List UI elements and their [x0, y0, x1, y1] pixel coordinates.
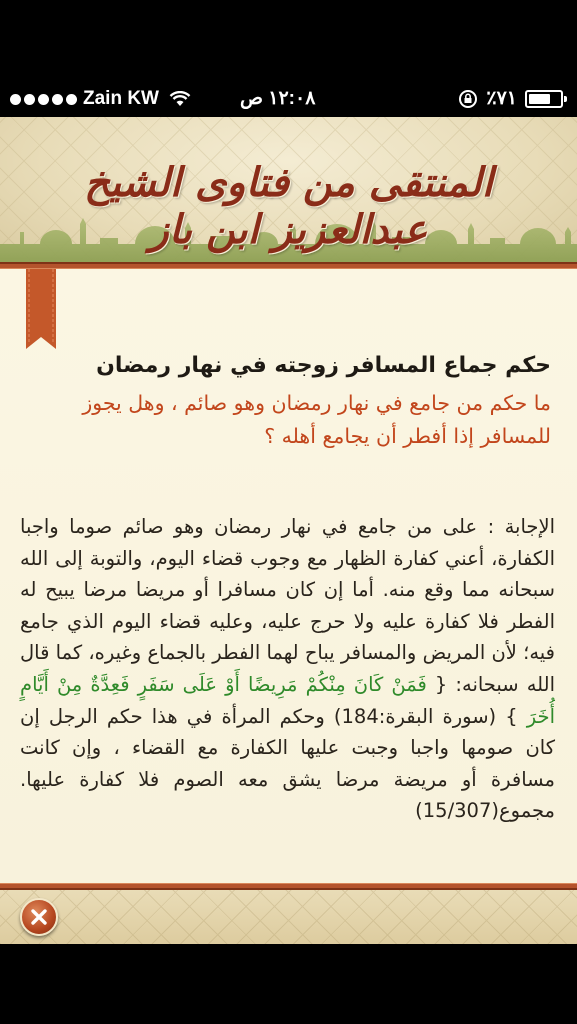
signal-dots-icon: [10, 94, 77, 105]
close-button[interactable]: [20, 898, 58, 936]
screen-top-bezel: [0, 0, 577, 80]
footer-pattern: [0, 890, 577, 944]
wifi-icon: [169, 91, 191, 107]
carrier-name: Zain KW: [83, 88, 159, 109]
battery-icon: [525, 90, 563, 108]
answer-part-1: الإجابة : على من جامع في نهار رمضان وهو صائم صوما واجبا الكفارة، أعني كفارة الظهار مع وجوب قضاء اليوم، والتوبة إلى الله سبحانه مما وقع منه. أما إن كان مسافرا أو مريضا مرضا يبيح له الفطر فلا كفارة عليه ولا حرج عليه، وعليه قضاء اليوم الذي جامع فيه؛ لأن المريض والمسافر يباح لهما الفطر بالجماع وغيره، كما قال الله سبحانه: {: [20, 515, 555, 696]
question-title: حكم جماع المسافر زوجته في نهار رمضان: [96, 353, 551, 378]
battery-percent: ٪٧١: [486, 88, 517, 109]
answer-text: [20, 511, 555, 827]
quran-verse: فَمَنْ كَانَ مِنْكُمْ مَرِيضًا أَوْ عَلَى سَفَرٍ فَعِدَّةٌ مِنْ أَيَّامٍ أُخَرَ: [20, 672, 555, 728]
header-divider: [0, 262, 577, 269]
status-bar: [0, 80, 577, 117]
status-time: ١٢:٠٨ ص: [240, 88, 316, 109]
rotation-lock-icon: [458, 89, 478, 109]
bookmark-ribbon-icon[interactable]: [26, 269, 56, 349]
fatwa-content[interactable]: [0, 269, 577, 883]
status-right: [458, 87, 563, 110]
app-title: المنتقى من فتاوى الشيخ عبدالعزيز ابن باز: [84, 159, 493, 253]
battery-fill: [529, 94, 550, 104]
app-header: [0, 117, 577, 262]
footer-divider: [0, 883, 577, 890]
status-left: [10, 88, 191, 110]
answer-part-2: } (سورة البقرة:184) وحكم المرأة في هذا حكم الرجل إن كان صومها واجبا وجبت عليها الكفارة مع القضاء ، وإن كانت مسافرة أو مريضة مرضا يشق معه الصوم فلا كفارة عليها. مجموع(15/307): [20, 704, 555, 823]
screen-bottom-bezel: [0, 944, 577, 1024]
app-footer: [0, 890, 577, 944]
close-icon: [29, 907, 49, 927]
question-text: ما حكم من جامع في نهار رمضان وهو صائم ، وهل يجوز للمسافر إذا أفطر أن يجامع أهله ؟: [82, 391, 551, 448]
